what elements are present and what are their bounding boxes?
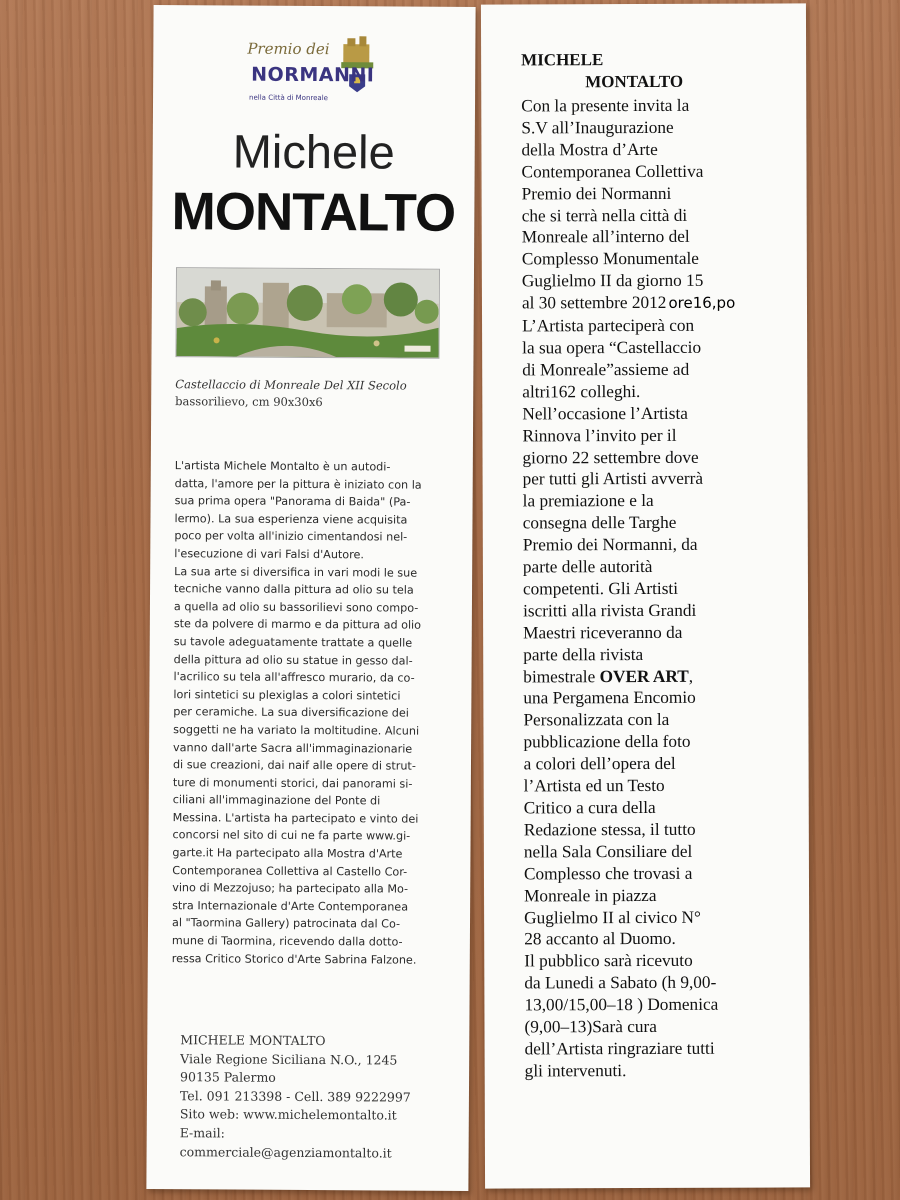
invitation-line-text: la premiazione e la xyxy=(522,491,654,511)
invitation-line-text: Monreale in piazza xyxy=(524,885,657,906)
bio-line: ture di monumenti storici, dai panorami si- xyxy=(172,775,413,791)
bio-line: L'artista Michele Montalto è un autodi- xyxy=(174,459,391,474)
invitation-line-text: gli intervenuti. xyxy=(524,1060,627,1081)
brochure-left-sheet xyxy=(146,5,475,1191)
invitation-line-suffix: , xyxy=(688,666,694,686)
bio-line: tecniche vanno dalla pittura ad olio su tela xyxy=(174,582,414,597)
logo-city-text: nella Città di Monreale xyxy=(249,93,329,103)
invitation-line xyxy=(522,315,735,338)
invitation-line-text: Maestri riceveranno da xyxy=(523,622,683,643)
bio-line: per ceramiche. La sua diversificazione dei xyxy=(173,705,409,720)
invitation-line xyxy=(521,95,734,118)
invitation-line xyxy=(521,117,734,140)
invitation-line xyxy=(523,600,736,623)
invitation-line-text: la sua opera “Castellaccio xyxy=(522,337,702,358)
invitation-line xyxy=(524,797,737,820)
invitation-line xyxy=(523,490,736,513)
invitation-line-text: Monreale all’interno del xyxy=(521,227,690,247)
invitation-line xyxy=(524,1016,737,1039)
invitation-right-sheet xyxy=(481,3,810,1188)
bio-line: Messina. L'artista ha partecipato e vinto dei xyxy=(172,811,419,826)
bio-line: stra Internazionale d'Arte Contemporanea xyxy=(172,899,409,914)
bio-line: vino di Mezzojuso; ha partecipato alla Mo- xyxy=(172,881,409,896)
invitation-line xyxy=(522,292,735,316)
bio-line: della pittura ad olio su statue in gesso dal- xyxy=(173,652,413,668)
invitation-heading-last: MONTALTO xyxy=(585,71,684,92)
invitation-heading-first: MICHELE xyxy=(521,50,604,70)
invitation-line xyxy=(524,840,737,863)
invitation-line xyxy=(525,1060,738,1083)
invitation-line xyxy=(525,1038,738,1061)
invitation-line-text: Guglielmo II al civico N° xyxy=(524,907,701,927)
invitation-line xyxy=(521,138,734,161)
invitation-line-text: Redazione stessa, il tutto xyxy=(523,819,696,840)
invitation-line-text: parte delle autorità xyxy=(522,557,653,577)
invitation-line-text: iscritti alla rivista Grandi xyxy=(523,600,697,621)
invitation-line xyxy=(523,643,736,666)
bio-line: al "Taormina Gallery) patrocinata dal Co- xyxy=(171,916,401,931)
invitation-line-text: al 30 settembre 2012 xyxy=(521,293,667,313)
invitation-line-text: altri162 colleghi. xyxy=(522,381,641,402)
handwritten-time-note: ore16,po xyxy=(668,293,736,313)
invitation-line-text: Il pubblico sarà ricevuto xyxy=(524,951,693,971)
invitation-line-text: L’Artista parteciperà con xyxy=(522,315,695,336)
invitation-line-text: pubblicazione della foto xyxy=(523,732,691,752)
bio-line: datta, l'amore per la pittura è iniziato con la xyxy=(174,476,422,492)
contact-line: MICHELE MONTALTO xyxy=(180,1032,326,1049)
invitation-line-text: a colori dell’opera del xyxy=(523,754,676,774)
invitation-line-text: (9,00–13)Sarà cura xyxy=(524,1017,657,1037)
invitation-line xyxy=(524,819,737,842)
invitation-line xyxy=(523,468,736,491)
bio-line: La sua arte si diversifica in vari modi le sue xyxy=(174,564,418,580)
invitation-line xyxy=(524,928,737,951)
bio-line: ciliani all'immaginazione del Ponte di xyxy=(172,793,381,808)
artist-first-name: Michele xyxy=(232,124,395,179)
artist-last-name: MONTALTO xyxy=(171,182,456,243)
invitation-line-text: 13,00/15,00–18 ) Domenica xyxy=(524,994,719,1015)
bio-line: vanno dall'arte Sacra all'immaginazionarie xyxy=(173,740,413,756)
artist-biography xyxy=(172,457,447,969)
invitation-line xyxy=(524,906,737,929)
contact-line: 90135 Palermo xyxy=(180,1069,276,1085)
bio-line: Contemporanea Collettiva al Castello Cor- xyxy=(172,863,408,879)
invitation-line-text: Nell’occasione l’Artista xyxy=(522,403,688,424)
artwork-photo xyxy=(175,267,440,359)
invitation-line-text: una Pergamena Encomio xyxy=(523,688,696,708)
contact-line: commerciale@agenziamontalto.it xyxy=(179,1143,392,1161)
invitation-line xyxy=(524,950,737,973)
invitation-line xyxy=(523,665,736,688)
invitation-line-text: parte della rivista xyxy=(523,644,644,665)
invitation-line-text: da Lunedi a Sabato (h 9,00- xyxy=(524,973,717,993)
invitation-line xyxy=(523,621,736,644)
bio-line: l'acrilico su tela all'affresco murario, da co- xyxy=(173,670,415,685)
logo-normanni-text: NORMANNI xyxy=(251,63,375,87)
invitation-line-text: giorno 22 settembre dove xyxy=(522,447,699,467)
bio-line: soggetti ne ha variato la moltitudine. Alcuni xyxy=(173,723,420,738)
contact-line: Sito web: www.michelemontalto.it xyxy=(179,1106,397,1123)
bio-line: poco per volta all'inizio cimentandosi nel- xyxy=(174,529,408,544)
invitation-line xyxy=(524,972,737,995)
invitation-line xyxy=(522,204,735,227)
invitation-line xyxy=(524,994,737,1017)
invitation-line-text: Complesso che trovasi a xyxy=(523,863,693,884)
invitation-line xyxy=(524,862,737,885)
artwork-details: bassorilievo, cm 90x30x6 xyxy=(175,394,323,410)
invitation-line xyxy=(522,424,735,447)
bio-line: a quella ad olio su bassorilievi sono compo- xyxy=(173,599,419,615)
magazine-name: OVER ART xyxy=(599,666,689,686)
invitation-line xyxy=(524,884,737,907)
invitation-line xyxy=(523,556,736,579)
invitation-line-text: nella Sala Consiliare del xyxy=(523,841,693,862)
contact-line: Tel. 091 213398 - Cell. 389 9222997 xyxy=(179,1087,411,1105)
contact-line: E-mail: xyxy=(179,1125,225,1141)
bio-line: mune di Taormina, ricevendo dalla dotto- xyxy=(171,934,403,949)
invitation-line xyxy=(523,709,736,732)
invitation-line-text: l’Artista ed un Testo xyxy=(523,776,665,796)
invitation-line xyxy=(522,359,735,382)
artwork-caption xyxy=(175,376,407,411)
bio-line: su tavole adeguatamente trattate a quelle xyxy=(173,635,413,650)
invitation-line-text: Premio dei Normanni xyxy=(521,183,672,204)
invitation-line-text: Guglielmo II da giorno 15 xyxy=(521,271,704,291)
invitation-body xyxy=(521,95,738,1083)
invitation-line xyxy=(523,534,736,557)
invitation-line-text: dell’Artista ringraziare tutti xyxy=(524,1038,715,1059)
contact-line: Viale Regione Siciliana N.O., 1245 xyxy=(180,1050,398,1068)
invitation-line-text: Contemporanea Collettiva xyxy=(521,161,704,182)
invitation-line-text: Rinnova l’invito per il xyxy=(522,425,677,446)
invitation-line xyxy=(521,160,734,183)
invitation-line-text: che si terrà nella città di xyxy=(521,205,688,225)
bio-line: sua prima opera "Panorama di Baida" (Pa- xyxy=(174,494,411,509)
invitation-line xyxy=(523,512,736,535)
invitation-line-text: Personalizzata con la xyxy=(523,710,670,730)
artwork-title: Castellaccio di Monreale Del XII Secolo xyxy=(175,377,407,393)
invitation-line xyxy=(522,337,735,360)
invitation-line xyxy=(522,182,735,205)
invitation-line xyxy=(522,248,735,271)
bio-line: ste da polvere di marmo e da pittura ad olio xyxy=(173,617,422,633)
invitation-line-text: di Monreale”assieme ad xyxy=(522,359,690,380)
bio-line: l'esecuzione di vari Falsi d'Autore. xyxy=(174,547,365,562)
invitation-line xyxy=(523,578,736,601)
invitation-line-text: Con la presente invita la xyxy=(521,95,690,116)
premio-dei-normanni-logo xyxy=(245,34,377,111)
invitation-line-text: competenti. Gli Artisti xyxy=(522,578,679,599)
invitation-line xyxy=(522,270,735,293)
invitation-line xyxy=(522,402,735,425)
invitation-line xyxy=(524,753,737,776)
invitation-line-text: S.V all’Inaugurazione xyxy=(521,117,674,138)
invitation-line-text: Complesso Monumentale xyxy=(521,249,699,269)
bio-line: concorsi nel sito di cui ne fa parte www.gi- xyxy=(172,828,411,844)
invitation-line xyxy=(523,687,736,710)
invitation-line-text: consegna delle Targhe xyxy=(522,513,677,533)
invitation-line-text: per tutti gli Artisti avverrà xyxy=(522,469,704,489)
invitation-line xyxy=(522,446,735,469)
invitation-line-text: Premio dei Normanni, da xyxy=(522,534,698,555)
logo-premio-text: Premio dei xyxy=(247,39,330,59)
invitation-line xyxy=(524,775,737,798)
invitation-line xyxy=(523,731,736,754)
invitation-line xyxy=(522,380,735,403)
invitation-line-text: 28 accanto al Duomo. xyxy=(524,929,676,949)
invitation-line-text: bimestrale xyxy=(523,666,600,686)
invitation-line xyxy=(522,226,735,249)
invitation-line-text: della Mostra d’Arte xyxy=(521,139,658,160)
bio-line: garte.it Ha partecipato alla Mostra d'Arte xyxy=(172,846,403,861)
bio-line: ressa Critico Storico d'Arte Sabrina Falzone. xyxy=(171,951,417,967)
bio-line: lori sintetici su plexiglas a colori sintetici xyxy=(173,687,401,703)
bio-line: lermo). La sua esperienza viene acquisita xyxy=(174,511,408,527)
invitation-line-text: Critico a cura della xyxy=(523,797,656,818)
bio-line: di sue creazioni, dai naif alle opere di strut- xyxy=(172,758,416,773)
artist-contact-block xyxy=(180,1031,412,1163)
